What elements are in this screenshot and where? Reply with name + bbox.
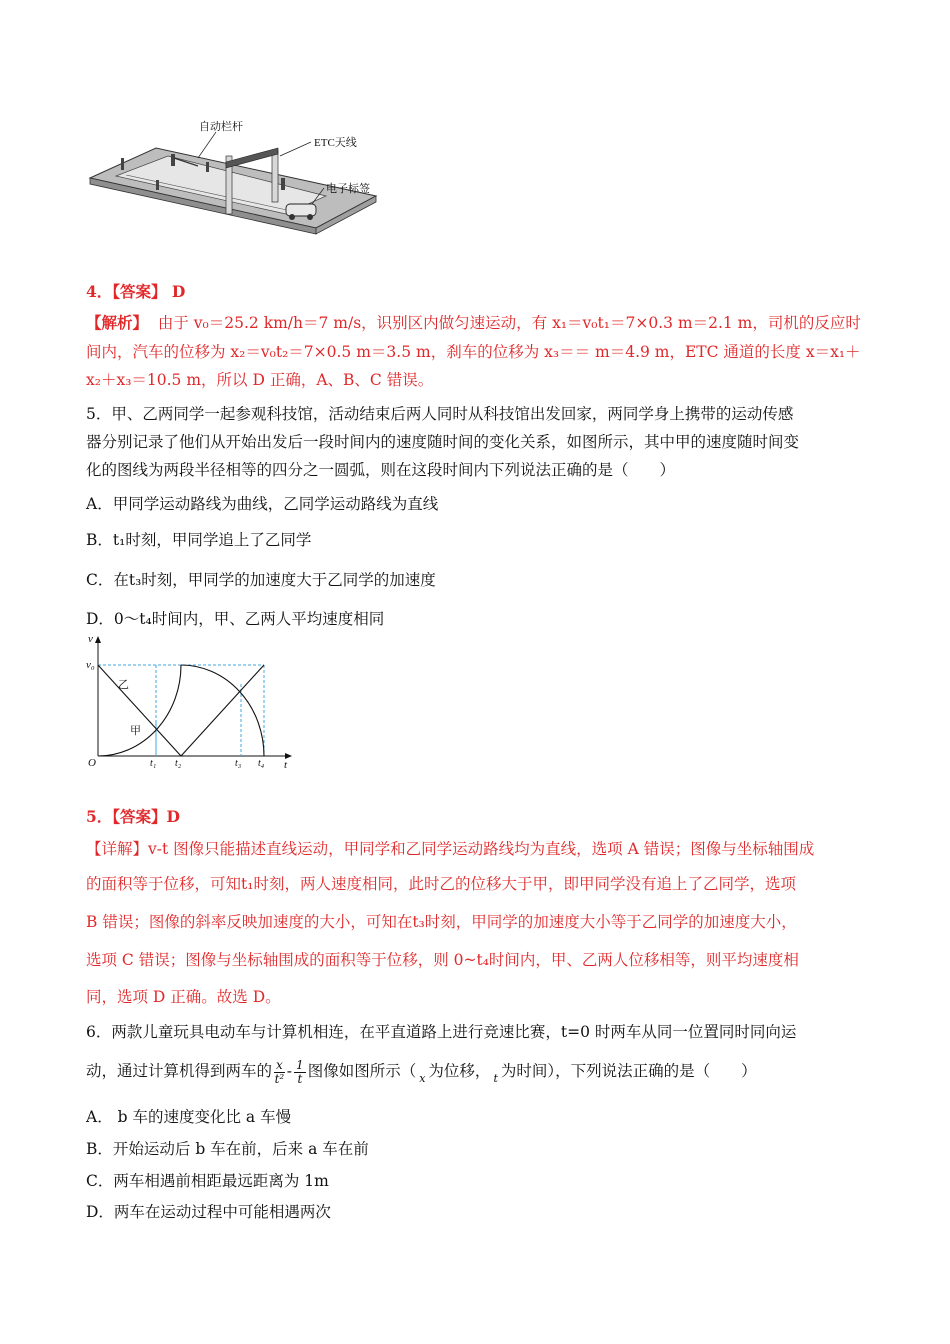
- vt-graph: [86, 634, 296, 770]
- q6-stem-line2: [86, 1056, 757, 1088]
- t3-label: t₃: [235, 758, 242, 769]
- t2-label: t₂: [175, 758, 182, 769]
- label-barrier: 自动栏杆: [199, 121, 243, 133]
- q5-option-a: A．甲同学运动路线为曲线，乙同学运动路线为直线: [86, 495, 439, 513]
- q4-analysis-text1: 由于 v₀＝25.2 km/h＝7 m/s，识别区内做匀速运动，有 x₁＝v₀t₁＝7×0.3 m＝2.1 m，司机的反应时: [157, 314, 861, 332]
- q5-option-d: D．0～t₄时间内，甲、乙两人平均速度相同: [86, 610, 385, 628]
- yi-line-down: [98, 665, 181, 756]
- minus-sign: -: [286, 1062, 293, 1080]
- v0-label: v₀: [86, 659, 95, 671]
- yi-line-up: [181, 665, 264, 756]
- q5-detail-line2: 的面积等于位移，可知t₁时刻，两人速度相同，此时乙的位移大于甲，即甲同学没有追上了乙同学，选项: [86, 875, 796, 893]
- yi-label: 乙: [118, 679, 129, 691]
- q5-stem-line2: 器分别记录了他们从开始出发后一段时间内的速度随时间的变化关系，如图所示，其中甲的速度随时间变: [86, 433, 800, 451]
- q5-option-c: C．在t₃时刻，甲同学的加速度大于乙同学的加速度: [86, 571, 436, 589]
- t1-label: t₁: [150, 758, 157, 769]
- q5-stem-line3: 化的图线为两段半径相等的四分之一圆弧，则在这段时间内下列说法正确的是（ ）: [86, 461, 676, 479]
- q5-detail-line5: 同，选项 D 正确。故选 D。: [86, 988, 281, 1006]
- q4-analysis-line1: [86, 312, 861, 334]
- q5-detail-line3: B 错误；图像的斜率反映加速度的大小，可知在t₃时刻，甲同学的加速度大小等于乙同学的加速度大小，: [86, 913, 797, 931]
- label-tag: 电子标签: [326, 183, 370, 195]
- t4-label: t₄: [258, 758, 265, 769]
- etc-lane-figure: [86, 118, 386, 236]
- fraction-1-over-t: $\frac{1}{t}$: [296, 1057, 304, 1086]
- q6-option-a: A． b 车的速度变化比 a 车慢: [86, 1108, 292, 1126]
- car-icon: [286, 204, 316, 216]
- q6-option-b: B．开始运动后 b 车在前，后来 a 车在前: [86, 1140, 369, 1158]
- q4-analysis-line3: x₂＋x₃＝10.5 m，所以 D 正确，A、B、C 错误。: [86, 371, 434, 389]
- q6-option-c: C．两车相遇前相距最远距离为 1m: [86, 1172, 329, 1190]
- q6-stem-part-c: 为位移，: [428, 1062, 491, 1080]
- t-axis-label: t: [284, 759, 288, 770]
- fraction-x-over-t2: $\frac{x}{\text{t²}}$: [274, 1057, 285, 1086]
- q6-stem-part-d: 为时间），下列说法正确的是（ ）: [500, 1062, 757, 1080]
- q6-option-d: D．两车在运动过程中可能相遇两次: [86, 1203, 331, 1221]
- q5-answer-head: 5．【答案】D: [86, 807, 180, 826]
- q5-option-b: B．t₁时刻，甲同学追上了乙同学: [86, 531, 312, 549]
- q5-detail-line4: 选项 C 错误；图像与坐标轴围成的面积等于位移，则 0~t₄时间内，甲、乙两人位移相等，则平均速度相: [86, 951, 799, 969]
- origin-label: O: [88, 757, 96, 769]
- q6-stem-part-b: 图像如图所示（: [307, 1062, 417, 1080]
- q4-analysis-tag: 【解析】: [86, 313, 149, 332]
- q6-stem-line1: 6．两款儿童玩具电动车与计算机相连，在平直道路上进行竞速比赛，t=0 时两车从同一位置同时同向运: [86, 1023, 797, 1041]
- label-antenna: ETC天线: [314, 137, 357, 149]
- var-x: x: [419, 1072, 426, 1085]
- q6-stem-part-a: 动，通过计算机得到两车的: [86, 1062, 273, 1080]
- jia-label: 甲: [130, 725, 141, 737]
- q4-analysis-line2: 间内，汽车的位移为 x₂＝v₀t₂＝7×0.5 m＝3.5 m，刹车的位移为 x₃＝＝ m＝4.9 m，ETC 通道的长度 x＝x₁＋: [86, 343, 861, 361]
- q4-answer-head: 4．【答案】 D: [86, 282, 186, 301]
- q5-stem-line1: 5．甲、乙两同学一起参观科技馆，活动结束后两人同时从科技馆出发回家，两同学身上携带的运动传感: [86, 405, 794, 423]
- v-axis-label: v: [88, 634, 93, 645]
- q5-detail-line1: 【详解】v-t 图像只能描述直线运动，甲同学和乙同学运动路线均为直线，选项 A 错误；图像与坐标轴围成: [86, 840, 815, 858]
- var-t: t: [493, 1072, 498, 1085]
